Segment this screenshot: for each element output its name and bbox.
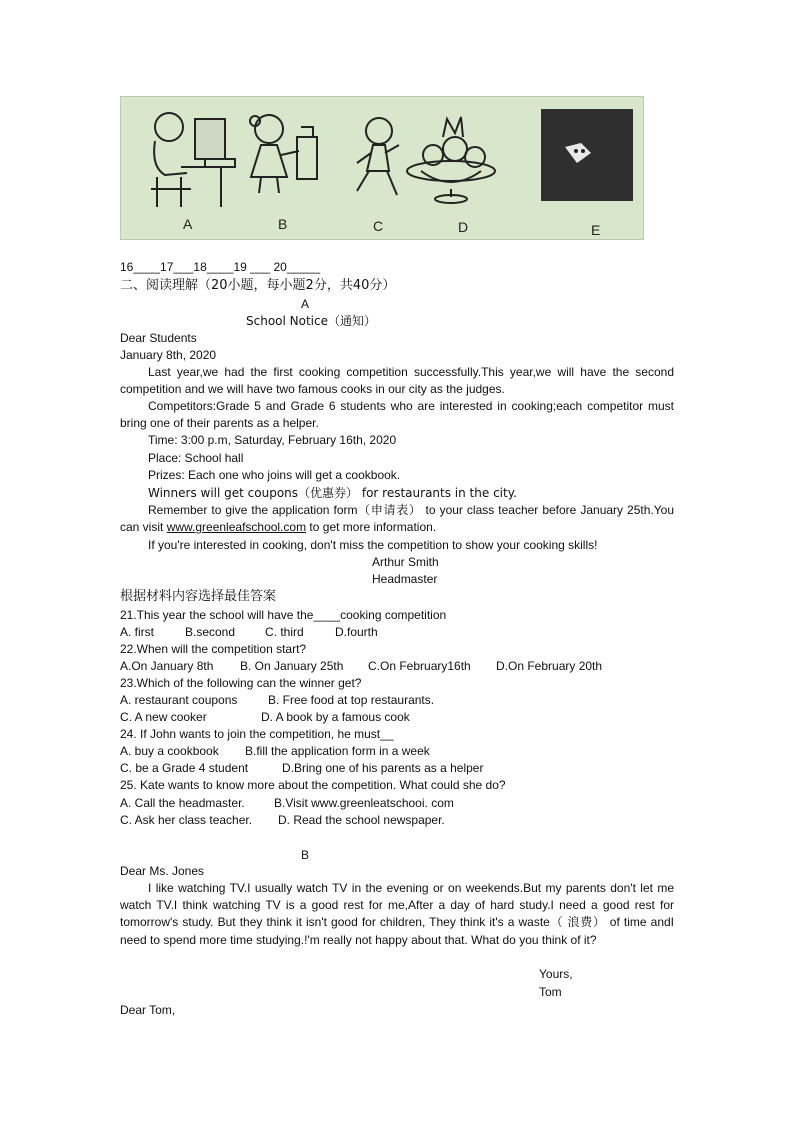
answer-blanks-line: 16____17___18____19 ___ 20_____	[120, 260, 321, 274]
notice-date: January 8th, 2020	[120, 348, 217, 362]
picture-label-b: B	[278, 216, 288, 232]
question-23-options-row-2	[120, 709, 410, 726]
picture-label-c: C	[373, 218, 384, 234]
notice-signer-title: Headmaster	[372, 572, 438, 586]
computer-child-drawing	[151, 113, 235, 207]
q25-option-c[interactable]: C. Ask her class teacher.	[120, 813, 253, 827]
q25-option-d[interactable]: D. Read the school newspaper.	[278, 813, 445, 827]
notice-prizes: Prizes: Each one who joins will get a cookbook.	[148, 468, 401, 482]
q23-option-c[interactable]: C. A new cooker	[120, 710, 207, 724]
q24-option-b[interactable]: B.fill the application form in a week	[245, 744, 430, 758]
question-25-options-row-2	[120, 812, 445, 829]
passage-a-label: A	[301, 297, 310, 311]
q21-option-d[interactable]: D.fourth	[335, 625, 378, 639]
question-21-stem: 21.This year the school will have the____cooking competition	[120, 608, 447, 622]
q25-option-a[interactable]: A. Call the headmaster.	[120, 796, 245, 810]
question-21-options	[120, 624, 378, 641]
q22-option-c[interactable]: C.On February16th	[368, 659, 471, 673]
q24-option-c[interactable]: C. be a Grade 4 student	[120, 761, 249, 775]
notice-closing: If you're interested in cooking, don't miss the competition to show your cooking skills!	[148, 538, 598, 552]
q21-option-c[interactable]: C. third	[265, 625, 304, 639]
fruit-bowl-drawing	[407, 117, 495, 203]
notice-place: Place: School hall	[148, 451, 244, 465]
letter-greeting: Dear Ms. Jones	[120, 864, 205, 878]
letter-signer: Tom	[539, 985, 562, 999]
q21-option-b[interactable]: B.second	[185, 625, 236, 639]
q23-option-b[interactable]: B. Free food at top restaurants.	[268, 693, 435, 707]
q22-option-d[interactable]: D.On February 20th	[496, 659, 603, 673]
question-24-options-row-1	[120, 743, 430, 760]
q22-option-b[interactable]: B. On January 25th	[240, 659, 344, 673]
q24-option-d[interactable]: D.Bring one of his parents as a helper	[282, 761, 484, 775]
notice-remember-paragraph	[120, 502, 674, 536]
q22-option-a[interactable]: A.On January 8th	[120, 659, 214, 673]
picture-label-a: A	[183, 216, 193, 232]
notice-signer: Arthur Smith	[372, 555, 439, 569]
running-boy-drawing	[357, 118, 399, 195]
picture-label-d: D	[458, 219, 469, 235]
q25-option-b[interactable]: B.Visit www.greenleatschooi. com	[274, 796, 454, 810]
remember-text-post: to get more information.	[306, 520, 437, 535]
notice-time: Time: 3:00 p.m, Saturday, February 16th, 2020	[148, 433, 397, 447]
question-25-options-row-1	[120, 795, 454, 812]
notice-title: School Notice（通知）	[246, 314, 376, 328]
notice-winners: Winners will get coupons（优惠券） for restaurants in the city.	[148, 486, 517, 500]
dark-square-drawing	[541, 109, 633, 201]
remember-text-pre: Remember to give the application form（申请表） to your class teacher before January 25th.You can visit	[120, 503, 674, 535]
notice-greeting: Dear Students	[120, 331, 197, 345]
section-heading: 二、阅读理解（20小题，每小题2分，共40分）	[120, 278, 396, 293]
q23-option-d[interactable]: D. A book by a famous cook	[261, 710, 410, 724]
school-website-link[interactable]: www.greenleafschool.com	[166, 520, 307, 535]
question-22-options	[120, 658, 602, 675]
question-23-stem: 23.Which of the following can the winner get?	[120, 676, 362, 690]
question-22-stem: 22.When will the competition start?	[120, 642, 307, 656]
reply-greeting: Dear Tom,	[120, 1003, 176, 1017]
question-24-options-row-2	[120, 760, 483, 777]
picture-label-e: E	[591, 222, 601, 238]
notice-paragraph-1: Last year,we had the first cooking competition successfully.This year,we will have the second competition and we will have two famous cooks in our city as the judges.	[120, 365, 674, 397]
letter-yours: Yours,	[539, 967, 573, 981]
q24-option-a[interactable]: A. buy a cookbook	[120, 744, 219, 758]
question-23-options-row-1	[120, 692, 434, 709]
girl-tap-drawing	[250, 115, 317, 193]
instructions: 根据材料内容选择最佳答案	[120, 589, 277, 604]
notice-paragraph-2: Competitors:Grade 5 and Grade 6 students who are interested in cooking;each competitor must bring one of their parents as a helper.	[120, 399, 674, 431]
passage-b-label: B	[301, 848, 310, 862]
q21-option-a[interactable]: A. first	[120, 625, 155, 639]
letter-body: I like watching TV.I usually watch TV in the evening or on weekends.But my parents don't let me watch TV.I think watching TV is a good rest for me,After a day of hard study.I need a good rest for tomorrow's study. But they think it isn't good for children, They think it's a waste（ 浪费） of time andI need to spend more time studying.!'m really not happy about that. What do you think of it?	[120, 881, 674, 947]
question-25-stem: 25. Kate wants to know more about the competition. What could she do?	[120, 778, 506, 792]
question-24-stem: 24. If John wants to join the competition, he must__	[120, 727, 394, 741]
q23-option-a[interactable]: A. restaurant coupons	[120, 693, 238, 707]
